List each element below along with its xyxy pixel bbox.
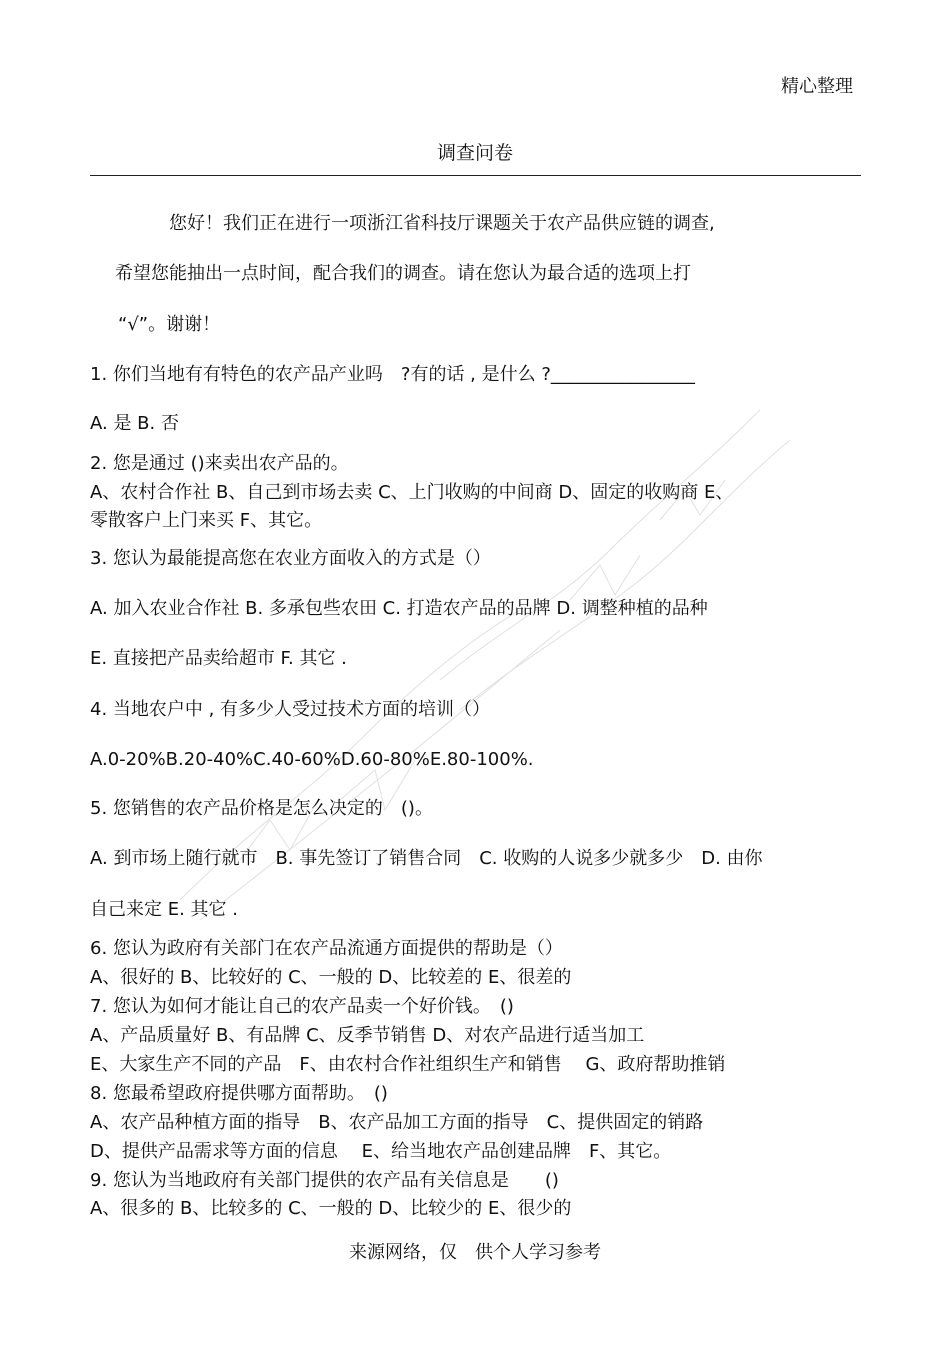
question-option-line: E、大家生产不同的产品 F、由农村合作社组织生产和销售 G、政府帮助推销 (90, 1054, 726, 1075)
title-divider (90, 175, 861, 176)
header-note: 精心整理 (781, 76, 853, 97)
question-text: 1. 你们当地有有特色的农产品产业吗 ?有的话 , 是什么 ?________________ (90, 364, 695, 385)
question-option-line: D、提供产品需求等方面的信息 E、给当地农产品创建品牌 F、其它。 (90, 1141, 672, 1162)
question-option-line: A. 加入农业合作社 B. 多承包些农田 C. 打造农产品的品牌 D. 调整种植的品种 (90, 598, 708, 619)
intro-line: 您好！我们正在进行一项浙江省科技厅课题关于农产品供应链的调查, (169, 213, 715, 234)
question-text: 4. 当地农户中 , 有多少人受过技术方面的培训（） (90, 699, 491, 720)
intro-line: 希望您能抽出一点时间，配合我们的调查。请在您认为最合适的选项上打 (115, 263, 691, 284)
question-text: 2. 您是通过 ()来卖出农产品的。 (90, 453, 349, 474)
question-option-line: A、农产品种植方面的指导 B、农产品加工方面的指导 C、提供固定的销路 (90, 1112, 704, 1133)
footer-note: 来源网络，仅 供个人学习参考 (349, 1242, 601, 1263)
intro-line: “√”。谢谢！ (118, 314, 221, 335)
question-option-line: A. 是 B. 否 (90, 413, 179, 434)
question-option-line: A. 到市场上随行就市 B. 事先签订了销售合同 C. 收购的人说多少就多少 D. 由你 (90, 848, 763, 869)
question-text: 5. 您销售的农产品价格是怎么决定的 ()。 (90, 798, 433, 819)
question-option-line: A.0-20%B.20-40%C.40-60%D.60-80%E.80-100%. (90, 749, 534, 770)
question-option-line: A、产品质量好 B、有品牌 C、反季节销售 D、对农产品进行适当加工 (90, 1025, 645, 1046)
question-text: 7. 您认为如何才能让自己的农产品卖一个好价钱。 () (90, 996, 514, 1017)
page-title: 调查问卷 (436, 142, 513, 164)
question-option-line: A、农村合作社 B、自己到市场去卖 C、上门收购的中间商 D、固定的收购商 E、 (90, 482, 734, 503)
question-option-line: A、很多的 B、比较多的 C、一般的 D、比较少的 E、很少的 (90, 1198, 572, 1219)
question-text: 6. 您认为政府有关部门在农产品流通方面提供的帮助是（） (90, 938, 563, 959)
question-option-line: A、很好的 B、比较好的 C、一般的 D、比较差的 E、很差的 (90, 967, 572, 988)
question-option-line: 零散客户上门来买 F、其它。 (90, 510, 323, 531)
question-text: 8. 您最希望政府提供哪方面帮助。 () (90, 1083, 388, 1104)
question-option-line: 自己来定 E. 其它 . (90, 899, 238, 920)
question-text: 3. 您认为最能提高您在农业方面收入的方式是（） (90, 548, 491, 569)
question-option-line: E. 直接把产品卖给超市 F. 其它 . (90, 648, 347, 669)
question-text: 9. 您认为当地政府有关部门提供的农产品有关信息是 () (90, 1170, 559, 1191)
